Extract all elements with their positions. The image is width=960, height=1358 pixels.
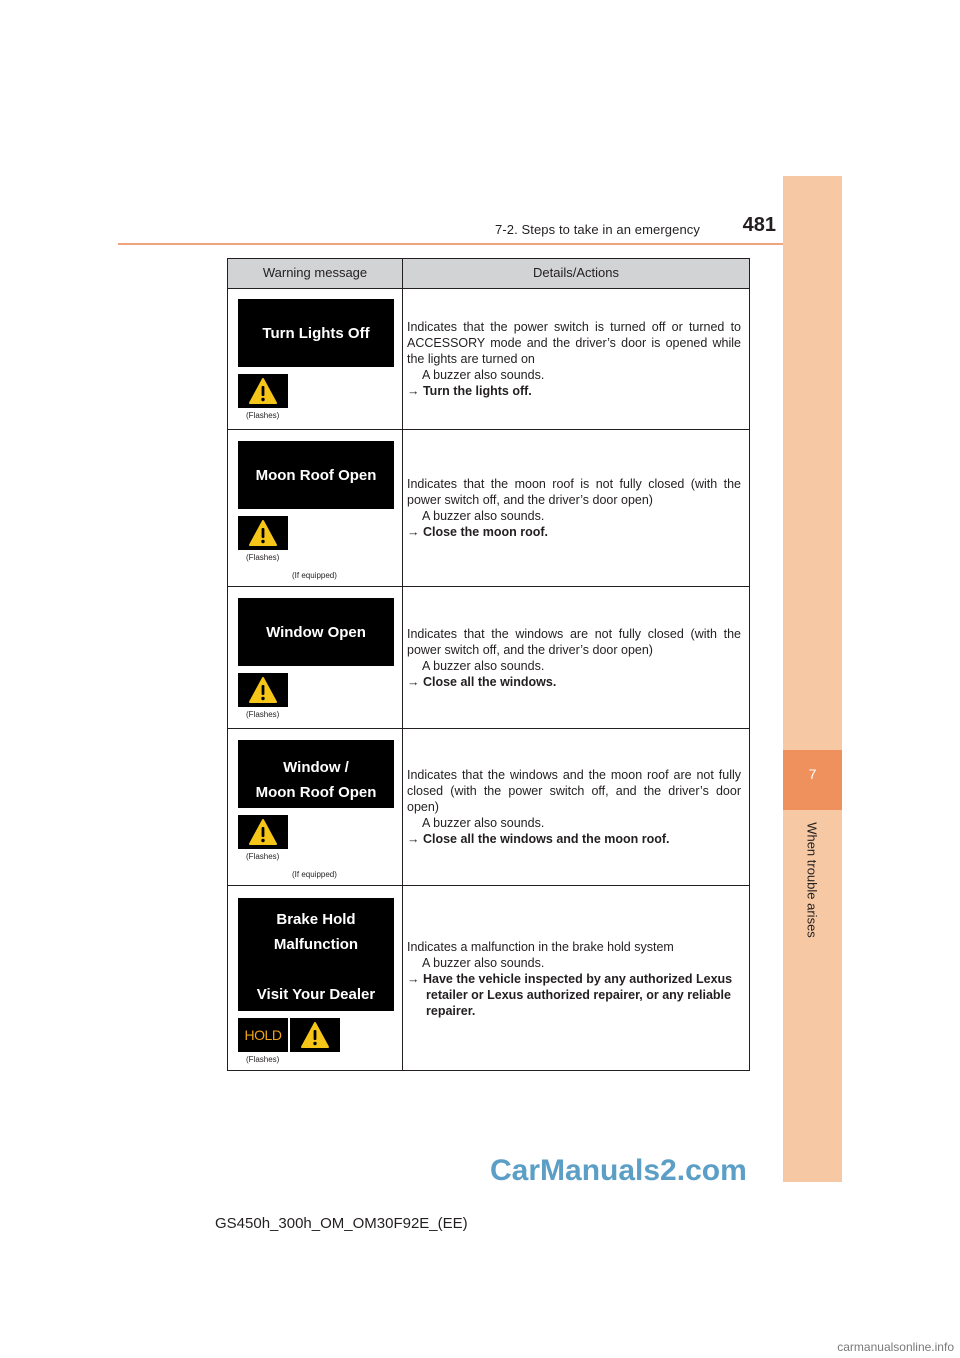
display-line: Moon Roof Open (255, 467, 377, 484)
flashes-note: (Flashes) (246, 710, 280, 719)
flashes-note: (Flashes) (246, 852, 280, 861)
display-line: Window Open (266, 624, 366, 641)
description: Indicates a malfunction in the brake hold system (407, 940, 674, 954)
details-text (407, 626, 741, 690)
chapter-number: 7 (808, 766, 817, 782)
display-message (238, 299, 394, 367)
flashes-note: (Flashes) (246, 553, 280, 562)
warning-icon (290, 1018, 340, 1052)
row-divider (228, 728, 749, 729)
row-divider (228, 885, 749, 886)
action-text: → Turn the lights off. (407, 384, 532, 398)
display-line: Brake Hold (276, 911, 356, 928)
buzzer-note: A buzzer also sounds. (422, 509, 545, 523)
watermark-logo[interactable]: CarManuals2.com (490, 1154, 747, 1187)
if-equipped-note: (If equipped) (292, 571, 337, 580)
description: Indicates that the windows and the moon roof are not fully closed (with the power switch off, and the driver’s door open) (407, 768, 741, 814)
display-line: Moon Roof Open (255, 784, 377, 801)
page-number: 481 (742, 214, 776, 236)
action-text: → Close the moon roof. (407, 525, 548, 539)
display-line (238, 957, 394, 982)
brake-hold-indicator: HOLD (238, 1018, 288, 1052)
row-divider (228, 429, 749, 430)
display-line: Malfunction (273, 936, 359, 953)
description: Indicates that the moon roof is not fully closed (with the power switch off, and the driver’s door open) (407, 477, 741, 507)
description: Indicates that the power switch is turned off or turned to ACCESSORY mode and the driver’s door is opened while the lights are turned on (407, 320, 741, 366)
display-message (238, 441, 394, 509)
column-divider (402, 259, 403, 1070)
warning-icon (238, 815, 288, 849)
if-equipped-note: (If equipped) (292, 870, 337, 879)
display-message (238, 740, 394, 808)
warning-icon (238, 516, 288, 550)
details-text (407, 476, 741, 540)
section-title: 7-2. Steps to take in an emergency (494, 222, 700, 237)
description: Indicates that the windows are not fully closed (with the power switch off, and the driver’s door open) (407, 627, 741, 657)
flashes-note: (Flashes) (246, 411, 280, 420)
warning-message-table (227, 258, 750, 1071)
table-header (228, 259, 749, 289)
display-line: Window / (283, 759, 349, 776)
action-text: → Close all the windows and the moon roof. (407, 832, 670, 846)
row-divider (228, 586, 749, 587)
watermark-url[interactable]: carmanualsonline.info (837, 1340, 954, 1354)
action-text: → Have the vehicle inspected by any authorized Lexus retailer or Lexus authorized repairer, or any reliable repairer. (407, 972, 733, 1018)
details-text (407, 939, 741, 1019)
details-text (407, 319, 741, 399)
document-code: GS450h_300h_OM_OM30F92E_(EE) (215, 1215, 468, 1232)
details-text (407, 767, 741, 847)
column-header-details: Details/Actions (533, 265, 619, 280)
flashes-note: (Flashes) (246, 1055, 280, 1064)
header-rule (118, 243, 841, 245)
warning-icon (238, 673, 288, 707)
display-line: Turn Lights Off (262, 325, 370, 342)
chapter-side-tab (783, 176, 842, 1182)
display-line: Visit Your Dealer (256, 986, 376, 1003)
buzzer-note: A buzzer also sounds. (422, 816, 545, 830)
warning-icon (238, 374, 288, 408)
display-message (238, 598, 394, 666)
action-text: → Close all the windows. (407, 675, 557, 689)
buzzer-note: A buzzer also sounds. (422, 956, 545, 970)
column-header-warning: Warning message (262, 265, 368, 280)
buzzer-note: A buzzer also sounds. (422, 368, 545, 382)
chapter-label: When trouble arises (804, 822, 820, 938)
display-message (238, 898, 394, 1011)
buzzer-note: A buzzer also sounds. (422, 659, 545, 673)
